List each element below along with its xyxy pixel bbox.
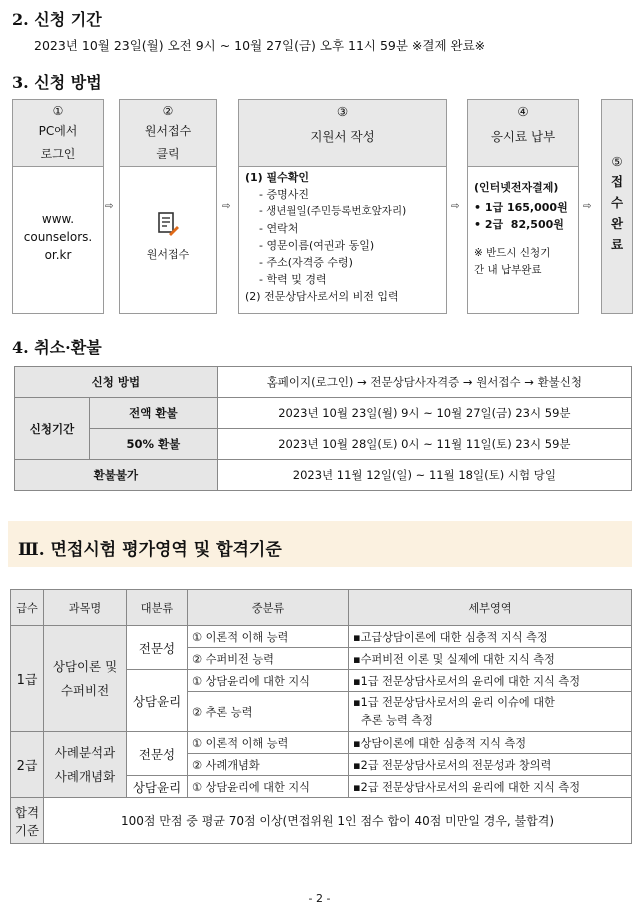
header-detail: 세부영역 [349,590,632,626]
step-2-label2: 클릭 [156,147,180,161]
grade-1-detail-4-line2: 추론 능력 측정 [361,713,433,727]
pass-criteria-label [11,798,44,844]
step-1-label1: PC에서 [38,124,78,138]
full-refund-value: 2023년 10월 23일(월) 9시 ~ 10월 27일(금) 23시 59분 [217,398,631,429]
step-1-url1: www. [41,212,75,226]
arrow-2: ⇨ [222,201,231,212]
step-5-char1: 접 [610,174,624,189]
header-middle: 중분류 [188,590,349,626]
grade-1-category-expertise: 전문성 [127,626,188,670]
page-number: - 2 - [308,892,331,905]
grade-1-detail-2: ▪수퍼비전 이론 및 실제에 대한 지식 측정 [349,648,632,670]
half-refund-label: 50% 환불 [90,429,218,460]
section-4-title: 4. 취소·환불 [12,338,102,357]
step-1-body [12,166,104,314]
step-5-char2: 수 [610,195,624,210]
table-row [15,429,632,460]
grade-1-subject-line1: 상담이론 및 [52,658,118,674]
half-refund-value: 2023년 10월 28일(토) 0시 ~ 11월 11일(토) 23시 59분 [217,429,631,460]
application-period: 2023년 10월 23일(월) 오전 9시 ~ 10월 27일(금) 오후 11시 59분 ※결제 완료※ [34,38,486,53]
step-4-header [467,99,579,167]
table-row [11,798,632,844]
grade-1-detail-1: ▪고급상담이론에 대한 심층적 지식 측정 [349,626,632,648]
table-row [15,367,632,398]
pass-criteria-label-line1: 합격 [14,804,40,820]
step-2-header [119,99,217,167]
section-2-title: 2. 신청 기간 [12,10,102,29]
refund-table [14,366,632,491]
full-refund-label: 전액 환불 [90,398,218,429]
arrow-1: ⇨ [105,201,114,212]
grade-1-middle-2: ② 수퍼비전 능력 [188,648,349,670]
step-3-item-5: - 영문이름(여권과 동일) [259,239,375,252]
grade-1-subject-line2: 수퍼비전 [60,682,110,698]
step-4-line3: • 2급 82,500원 [474,218,564,231]
arrow-4: ⇨ [583,201,592,212]
table-row [11,590,632,626]
header-grade: 급수 [11,590,44,626]
step-3-number: ③ [336,104,349,119]
table-row [11,732,632,754]
grade-2-subject [44,732,127,798]
grade-1: 1급 [11,626,44,732]
step-4-body [467,166,579,314]
grade-2-category-expertise: 전문성 [127,732,188,776]
arrow-3: ⇨ [451,201,460,212]
step-5-char3: 완 [610,216,624,231]
grade-1-middle-3: ① 상담윤리에 대한 지식 [188,670,349,692]
grade-2-category-ethics: 상담윤리 [127,776,188,798]
header-subject: 과목명 [44,590,127,626]
step-5-number: ⑤ [611,154,623,169]
step-4-label: 응시료 납부 [490,129,556,144]
step-4-line4: ※ 반드시 신청기 [474,247,551,259]
step-3-item-7: - 학력 및 경력 [259,273,327,286]
grade-1-detail-4 [349,692,632,732]
grade-1-category-ethics: 상담윤리 [127,670,188,732]
no-refund-value: 2023년 11월 12일(일) ~ 11월 18일(토) 시험 당일 [217,460,631,491]
document-pencil-icon [157,211,179,237]
step-2-body [119,166,217,314]
step-3-item-4: - 연락처 [259,222,299,235]
step-4-line5: 간 내 납부완료 [474,264,542,276]
pass-criteria-label-line2: 기준 [14,822,40,838]
step-4-line2: • 1급 165,000원 [474,201,568,214]
step-2-caption: 원서접수 [146,248,190,261]
grade-2-middle-2: ② 사례개념화 [188,754,349,776]
step-3-item-3: - 생년월일(주민등록번호앞자리) [259,205,407,217]
header-major: 대분류 [127,590,188,626]
refund-method-label: 신청 방법 [15,367,218,398]
step-5-box [601,99,633,314]
step-1-label2: 로그인 [40,147,76,161]
evaluation-table [10,589,632,844]
grade-2-subject-line1: 사례분석과 [54,744,116,760]
step-1-number: ① [52,104,64,118]
table-row [11,626,632,648]
refund-period-group: 신청기간 [15,398,90,460]
refund-method-value: 홈페이지(로그인) → 전문상담사자격증 → 원서접수 → 환불신청 [217,367,631,398]
step-1-header [12,99,104,167]
step-1-url2: counselors. [23,230,93,244]
step-4-line1: (인터넷전자결제) [474,181,559,194]
step-3-label: 지원서 작성 [310,129,375,144]
step-3-item-1: (1) 필수확인 [245,171,310,184]
grade-2-detail-1: ▪상담이론에 대한 심층적 지식 측정 [349,732,632,754]
step-3-item-8: (2) 전문상담사로서의 비전 입력 [245,290,399,303]
grade-2-middle-3: ① 상담윤리에 대한 지식 [188,776,349,798]
section-3-title: 3. 신청 방법 [12,73,102,92]
step-1-url3: or.kr [44,248,72,262]
step-3-item-6: - 주소(자격증 수령) [259,256,353,269]
step-3-body [238,166,447,314]
grade-1-detail-4-line1: ▪1급 전문상담사로서의 윤리 이슈에 대한 [353,695,555,709]
grade-2-subject-line2: 사례개념화 [54,768,116,784]
step-5-char4: 료 [610,237,624,252]
step-4-number: ④ [517,104,529,119]
grade-2-detail-2: ▪2급 전문상담사로서의 전문성과 창의력 [349,754,632,776]
grade-1-middle-4: ② 추론 능력 [188,692,349,732]
pass-criteria-text: 100점 만점 중 평균 70점 이상(면접위원 1인 점수 합이 40점 미만일 경우, 불합격) [44,798,632,844]
grade-1-detail-3: ▪1급 전문상담사로서의 윤리에 대한 지식 측정 [349,670,632,692]
no-refund-label: 환불불가 [15,460,218,491]
step-3-header [238,99,447,167]
grade-2-middle-1: ① 이론적 이해 능력 [188,732,349,754]
grade-1-middle-1: ① 이론적 이해 능력 [188,626,349,648]
grade-2: 2급 [11,732,44,798]
table-row [15,398,632,429]
step-2-number: ② [162,104,174,118]
table-row [15,460,632,491]
grade-1-subject [44,626,127,732]
grade-2-detail-3: ▪2급 전문상담사로서의 윤리에 대한 지식 측정 [349,776,632,798]
step-2-label1: 원서접수 [144,124,192,138]
evaluation-section-title: Ⅲ. 면접시험 평가영역 및 합격기준 [18,540,282,560]
step-3-item-2: - 증명사진 [259,188,309,201]
